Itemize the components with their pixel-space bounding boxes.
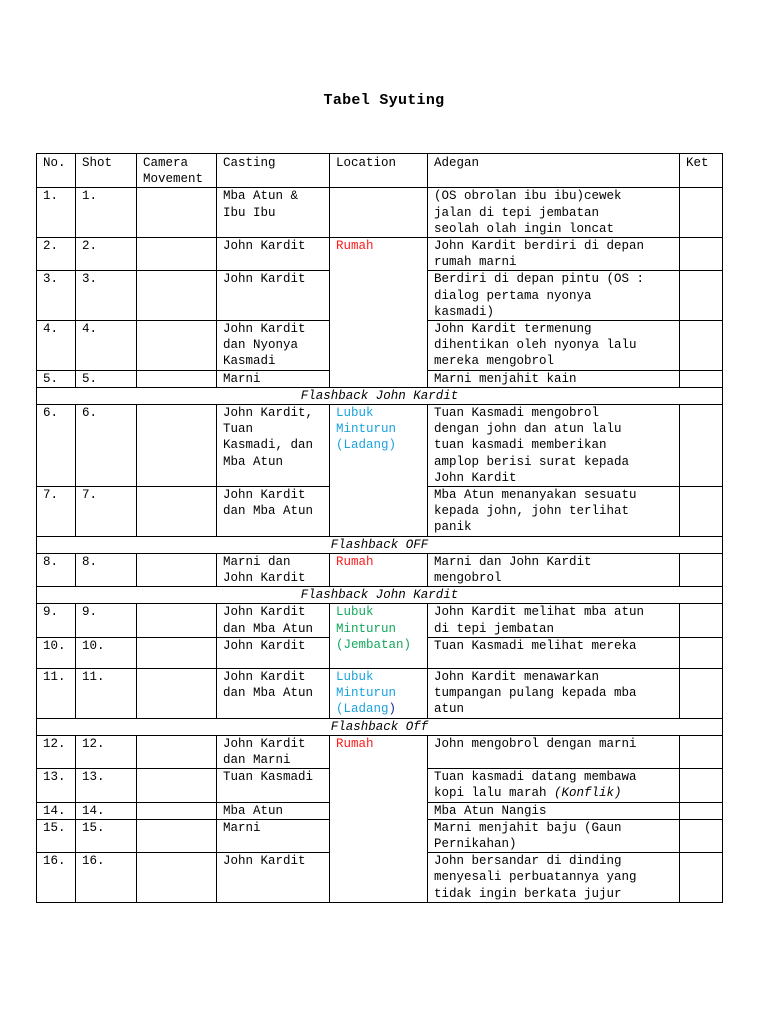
cell-adegan: Tuan Kasmadi melihat mereka	[428, 637, 680, 668]
table-row	[37, 553, 723, 586]
cell-adegan: John bersandar di dinding menyesali perbuatannya yang tidak ingin berkata jujur	[428, 853, 680, 903]
cell-shot: 13.	[76, 769, 137, 802]
cell-ket	[680, 405, 723, 487]
cell-location-rumah: Rumah	[330, 735, 428, 902]
cell-location	[330, 188, 428, 238]
cell-shot: 7.	[76, 487, 137, 537]
cell-camera	[137, 819, 217, 852]
cell-camera	[137, 188, 217, 238]
divider-row	[37, 587, 723, 604]
header-no: No.	[37, 154, 76, 188]
cell-shot: 11.	[76, 668, 137, 718]
cell-adegan: John Kardit berdiri di depan rumah marni	[428, 238, 680, 271]
header-casting: Casting	[217, 154, 330, 188]
cell-adegan: Berdiri di depan pintu (OS : dialog pertama nyonya kasmadi)	[428, 271, 680, 321]
cell-ket	[680, 819, 723, 852]
table-row	[37, 188, 723, 238]
cell-adegan: Tuan Kasmadi mengobrol dengan john dan atun lalu tuan kasmadi memberikan amplop berisi surat kepada John Kardit	[428, 405, 680, 487]
flashback-divider: Flashback John Kardit	[37, 587, 723, 604]
cell-ket	[680, 321, 723, 371]
adegan-konflik: (Konflik)	[554, 786, 622, 801]
cell-casting: Marni	[217, 370, 330, 387]
cell-shot: 10.	[76, 637, 137, 668]
cell-camera	[137, 238, 217, 271]
header-row	[37, 154, 723, 188]
cell-shot: 12.	[76, 735, 137, 768]
cell-camera	[137, 802, 217, 819]
cell-location-rumah: Rumah	[330, 238, 428, 388]
location-ladang-text: Lubuk Minturun (Ladang	[336, 669, 397, 717]
header-ket: Ket	[680, 154, 723, 188]
cell-camera	[137, 553, 217, 586]
cell-camera	[137, 735, 217, 768]
cell-casting: John Kardit dan Mba Atun	[217, 604, 330, 637]
cell-no: 8.	[37, 553, 76, 586]
cell-no: 12.	[37, 735, 76, 768]
cell-adegan: Mba Atun menanyakan sesuatu kepada john, john terlihat panik	[428, 487, 680, 537]
cell-location-jembatan: Lubuk Minturun (Jembatan)	[330, 604, 428, 668]
header-shot: Shot	[76, 154, 137, 188]
cell-adegan: John Kardit menawarkan tumpangan pulang kepada mba atun	[428, 668, 680, 718]
cell-casting: John Kardit dan Marni	[217, 735, 330, 768]
adegan-text: Tuan kasmadi datang membawa kopi lalu marah	[434, 770, 637, 801]
cell-adegan: John mengobrol dengan marni	[428, 735, 680, 768]
cell-camera	[137, 405, 217, 487]
cell-no: 3.	[37, 271, 76, 321]
cell-no: 2.	[37, 238, 76, 271]
cell-location-rumah: Rumah	[330, 553, 428, 586]
cell-ket	[680, 370, 723, 387]
cell-casting: Marni	[217, 819, 330, 852]
cell-adegan: Marni dan John Kardit mengobrol	[428, 553, 680, 586]
cell-shot: 14.	[76, 802, 137, 819]
flashback-divider: Flashback John Kardit	[37, 387, 723, 404]
cell-casting: John Kardit dan Mba Atun	[217, 487, 330, 537]
table-row	[37, 735, 723, 768]
page-title: Tabel Syuting	[323, 92, 445, 109]
cell-camera	[137, 271, 217, 321]
cell-ket	[680, 271, 723, 321]
cell-ket	[680, 188, 723, 238]
cell-ket	[680, 769, 723, 802]
cell-adegan: Marni menjahit kain	[428, 370, 680, 387]
cell-casting: John Kardit	[217, 853, 330, 903]
cell-ket	[680, 802, 723, 819]
divider-row	[37, 718, 723, 735]
cell-casting: John Kardit	[217, 271, 330, 321]
cell-shot: 4.	[76, 321, 137, 371]
cell-shot: 2.	[76, 238, 137, 271]
cell-camera	[137, 370, 217, 387]
flashback-divider: Flashback OFF	[37, 536, 723, 553]
cell-adegan: John Kardit melihat mba atun di tepi jembatan	[428, 604, 680, 637]
cell-ket	[680, 668, 723, 718]
flashback-divider: Flashback Off	[37, 718, 723, 735]
cell-no: 10.	[37, 637, 76, 668]
cell-camera	[137, 769, 217, 802]
cell-shot: 15.	[76, 819, 137, 852]
cell-shot: 3.	[76, 271, 137, 321]
table-row	[37, 405, 723, 487]
cell-no: 1.	[37, 188, 76, 238]
cell-camera	[137, 604, 217, 637]
cell-adegan: John Kardit termenung dihentikan oleh nyonya lalu mereka mengobrol	[428, 321, 680, 371]
cell-adegan: Mba Atun Nangis	[428, 802, 680, 819]
cell-camera	[137, 487, 217, 537]
cell-no: 14.	[37, 802, 76, 819]
cell-no: 15.	[37, 819, 76, 852]
table-row	[37, 238, 723, 271]
table-row	[37, 668, 723, 718]
cell-camera	[137, 668, 217, 718]
cell-casting: Mba Atun & Ibu Ibu	[217, 188, 330, 238]
cell-ket	[680, 238, 723, 271]
cell-no: 6.	[37, 405, 76, 487]
cell-no: 4.	[37, 321, 76, 371]
cell-no: 11.	[37, 668, 76, 718]
location-paren: )	[388, 702, 397, 717]
cell-no: 7.	[37, 487, 76, 537]
cell-location-ladang	[330, 668, 428, 718]
cell-camera	[137, 637, 217, 668]
table-row	[37, 604, 723, 637]
cell-shot: 5.	[76, 370, 137, 387]
cell-camera	[137, 321, 217, 371]
cell-shot: 9.	[76, 604, 137, 637]
header-adegan: Adegan	[428, 154, 680, 188]
cell-casting: John Kardit dan Mba Atun	[217, 668, 330, 718]
cell-ket	[680, 553, 723, 586]
cell-adegan: (OS obrolan ibu ibu)cewek jalan di tepi jembatan seolah olah ingin loncat	[428, 188, 680, 238]
cell-camera	[137, 853, 217, 903]
cell-no: 9.	[37, 604, 76, 637]
divider-row	[37, 387, 723, 404]
cell-shot: 1.	[76, 188, 137, 238]
shooting-table	[36, 153, 723, 903]
cell-casting: John Kardit	[217, 637, 330, 668]
cell-location-ladang: Lubuk Minturun (Ladang)	[330, 405, 428, 537]
cell-ket	[680, 604, 723, 637]
header-camera-movement: Camera Movement	[137, 154, 217, 188]
cell-no: 13.	[37, 769, 76, 802]
header-location: Location	[330, 154, 428, 188]
cell-adegan	[428, 769, 680, 802]
cell-casting: John Kardit	[217, 238, 330, 271]
cell-adegan: Marni menjahit baju (Gaun Pernikahan)	[428, 819, 680, 852]
cell-ket	[680, 735, 723, 768]
cell-casting: John Kardit dan Nyonya Kasmadi	[217, 321, 330, 371]
cell-ket	[680, 637, 723, 668]
cell-no: 16.	[37, 853, 76, 903]
cell-casting: Marni dan John Kardit	[217, 553, 330, 586]
cell-casting: John Kardit, Tuan Kasmadi, dan Mba Atun	[217, 405, 330, 487]
cell-shot: 8.	[76, 553, 137, 586]
cell-shot: 6.	[76, 405, 137, 487]
cell-shot: 16.	[76, 853, 137, 903]
cell-ket	[680, 853, 723, 903]
cell-casting: Mba Atun	[217, 802, 330, 819]
cell-no: 5.	[37, 370, 76, 387]
divider-row	[37, 536, 723, 553]
cell-ket	[680, 487, 723, 537]
cell-casting: Tuan Kasmadi	[217, 769, 330, 802]
